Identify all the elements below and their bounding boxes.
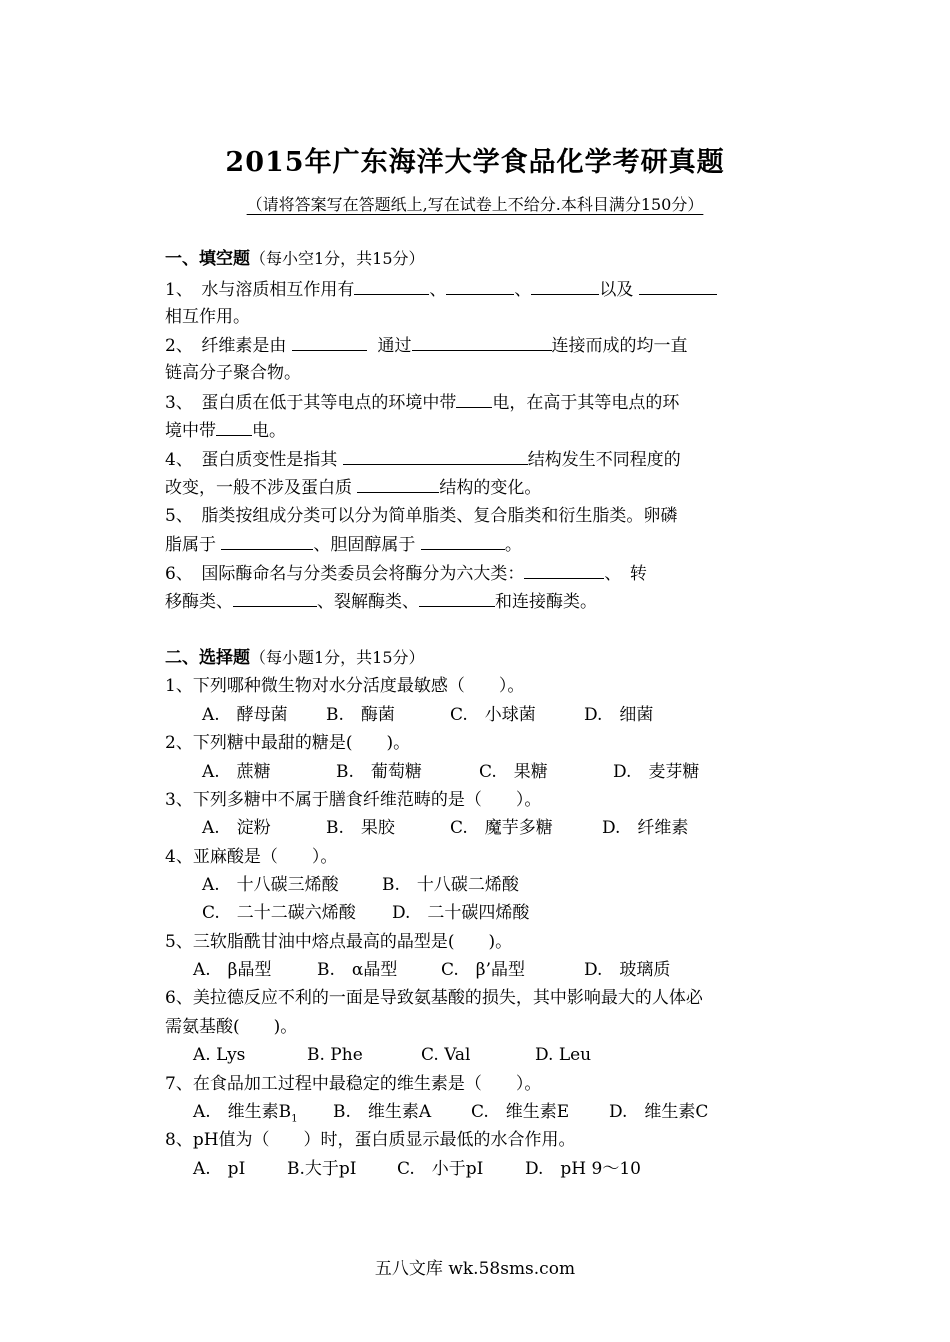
answer-blank	[357, 476, 439, 493]
answer-blank	[524, 562, 604, 579]
question-6-line1: 6、 国际酶命名与分类委员会将酶分为六大类： 、 转	[165, 564, 647, 584]
choice-question-5: 5、三软脂酰甘油中熔点最高的晶型是( )。	[165, 932, 513, 952]
answer-blank	[639, 278, 717, 295]
question-1-line2: 相互作用。	[165, 307, 250, 327]
choice-question-2: 2、下列糖中最甜的糖是( )。	[165, 733, 411, 753]
section1-heading: 一、填空题	[165, 249, 250, 269]
question-2-line2: 链高分子聚合物。	[165, 363, 301, 383]
question-4-line1: 4、 蛋白质变性是指其 结构发生不同程度的	[165, 450, 681, 470]
question-3-line1: 3、 蛋白质在低于其等电点的环境中带 电，在高于其等电点的环	[165, 393, 680, 413]
answer-blank	[531, 278, 599, 295]
section2-note: （每小题1分，共15分）	[250, 648, 425, 667]
answer-blank	[446, 278, 514, 295]
choice-question-4: 4、亚麻酸是（ ）。	[165, 847, 338, 867]
section2-heading: 二、选择题	[165, 648, 250, 668]
choice-options-4a: A. 十八碳三烯酸 B. 十八碳二烯酸	[202, 875, 519, 895]
choice-options-2: A. 蔗糖 B. 葡萄糖 C. 果糖 D. 麦芽糖	[202, 762, 700, 782]
answer-blank	[233, 590, 317, 607]
answer-blank	[354, 278, 429, 295]
answer-blank	[456, 391, 492, 408]
section2-header	[165, 647, 425, 669]
choice-question-7: 7、在食品加工过程中最稳定的维生素是（ ）。	[165, 1074, 542, 1094]
question-5-line2: 脂属于 、胆固醇属于 。	[165, 535, 522, 555]
choice-question-6-line2: 需氨基酸( )。	[165, 1017, 298, 1037]
question-2-line1: 2、 纤维素是由 通过 连接而成的均一直	[165, 336, 688, 356]
footer-watermark: 五八文库 wk.58sms.com	[374, 1259, 576, 1279]
choice-options-3: A. 淀粉 B. 果胶 C. 魔芋多糖 D. 纤维素	[202, 818, 689, 838]
page-subtitle: （请将答案写在答题纸上,写在试卷上不给分.本科目满分150分）	[246, 195, 704, 214]
choice-options-4b: C. 二十二碳六烯酸 D. 二十碳四烯酸	[202, 903, 530, 923]
answer-blank	[221, 533, 313, 550]
question-3-line2: 境中带 电。	[165, 421, 286, 441]
answer-blank	[412, 334, 552, 351]
choice-question-3: 3、下列多糖中不属于膳食纤维范畴的是（ ）。	[165, 790, 542, 810]
question-4-line2: 改变，一般不涉及蛋白质 结构的变化。	[165, 478, 542, 498]
answer-blank	[292, 334, 367, 351]
choice-question-1: 1、下列哪种微生物对水分活度最敏感（ ）。	[165, 676, 525, 696]
question-1-line1: 1、 水与溶质相互作用有 、 、 以及	[165, 278, 717, 301]
question-5-line1: 5、 脂类按组成分类可以分为简单脂类、复合脂类和衍生脂类。卵磷	[165, 506, 678, 526]
answer-blank	[216, 419, 252, 436]
choice-options-8: A. pI B.大于pI C. 小于pI D. pH 9～10	[193, 1159, 641, 1179]
page-title: 2015年广东海洋大学食品化学考研真题	[225, 147, 725, 178]
choice-question-8: 8、pH值为（ ）时，蛋白质显示最低的水合作用。	[165, 1130, 576, 1150]
choice-question-6-line1: 6、美拉德反应不利的一面是导致氨基酸的损失，其中影响最大的人体必	[165, 988, 703, 1008]
question-6-line2: 移酶类、 、裂解酶类、 和连接酶类。	[165, 592, 597, 612]
answer-blank	[343, 448, 528, 465]
choice-options-5: A. β晶型 B. α晶型 C. β’晶型 D. 玻璃质	[193, 960, 671, 980]
section1-header	[165, 248, 425, 270]
answer-blank	[419, 590, 495, 607]
choice-options-6: A. Lys B. Phe C. Val D. Leu	[193, 1045, 592, 1065]
answer-blank	[421, 533, 505, 550]
section1-note: （每小空1分，共15分）	[250, 249, 425, 268]
choice-options-1: A. 酵母菌 B. 酶菌 C. 小球菌 D. 细菌	[202, 705, 654, 725]
choice-options-7: A. 维生素$B_1$ B. 维生素A C. 维生素E D. 维生素C	[193, 1102, 709, 1125]
